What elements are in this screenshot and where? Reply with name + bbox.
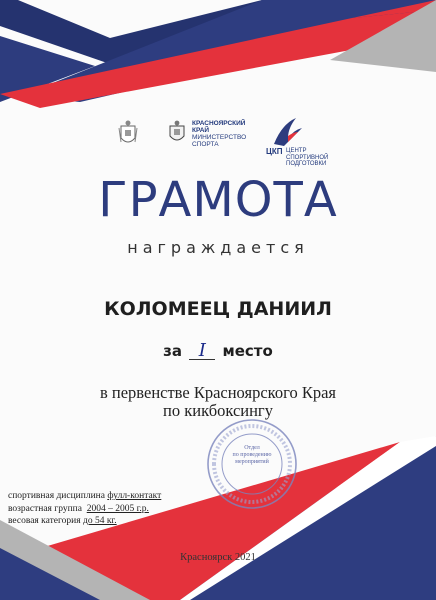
stamp-text xyxy=(226,445,278,466)
weight-category-value: до 54 кг. xyxy=(82,516,117,526)
age-group-value: 2004 – 2005 г.р. xyxy=(86,503,149,514)
event-description xyxy=(0,384,436,420)
discipline-row xyxy=(8,490,161,503)
ministry-line-4: СПОРТА xyxy=(192,141,219,148)
stamp-line-2: по проведению xyxy=(232,452,272,458)
certificate-title: ГРАМОТА xyxy=(98,172,338,228)
logos-row xyxy=(118,114,329,167)
ckp-line-2: СПОРТИВНОЙ xyxy=(286,154,329,161)
ckp-logo-text xyxy=(286,148,328,168)
ckp-line-3: ПОДГОТОВКИ xyxy=(286,161,327,167)
ckp-abbreviation: ЦКП xyxy=(266,147,283,156)
ministry-line-2: КРАЙ xyxy=(192,127,210,134)
place-line xyxy=(0,342,436,360)
ministry-logo-text xyxy=(192,120,246,148)
ministry-line-3: МИНИСТЕРСТВО xyxy=(192,134,247,141)
place-value: I xyxy=(189,343,215,360)
discipline-value: фулл-контакт xyxy=(107,491,162,501)
event-line-2: по кикбоксингу xyxy=(163,401,273,420)
ministry-line-1: КРАСНОЯРСКИЙ xyxy=(192,120,246,127)
discipline-label: спортивная дисциплина xyxy=(8,491,105,501)
competition-details xyxy=(8,490,161,528)
awarded-label: награждается xyxy=(127,238,309,257)
weight-category-label: весовая категория xyxy=(8,516,81,526)
krasnoyarsk-coat-of-arms-icon xyxy=(118,120,138,148)
recipient-name: КОЛОМЕЕЦ ДАНИИЛ xyxy=(104,298,332,320)
ckp-line-1: ЦЕНТР xyxy=(286,148,307,154)
stamp-line-3: мероприятий xyxy=(235,459,269,465)
weight-category-row xyxy=(8,515,161,528)
place-prefix: за xyxy=(163,342,183,360)
ministry-crest-icon xyxy=(168,120,186,146)
place-suffix: место xyxy=(222,342,273,360)
age-group-label: возрастная группа xyxy=(8,503,82,514)
stamp-line-1: Отдел xyxy=(244,445,260,451)
city-year: Красноярск 2021 xyxy=(180,552,256,563)
age-group-row xyxy=(8,503,161,516)
event-line-1: в первенстве Красноярского Края xyxy=(99,383,336,402)
